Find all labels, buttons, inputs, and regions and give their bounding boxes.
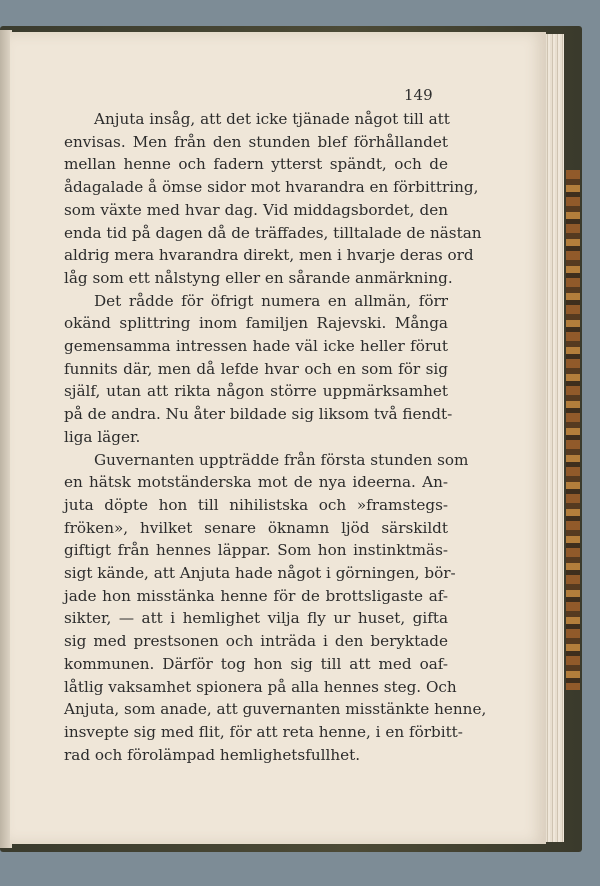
text-line: på de andra. Nu åter bildade sig liksom två fiendt- [64, 405, 453, 424]
text-line: funnits där, men då lefde hvar och en som för sig [64, 359, 448, 378]
text-line: som växte med hvar dag. Vid middagsbordet, den [64, 200, 448, 219]
body-text [64, 108, 487, 766]
text-line: liga läger. [64, 427, 141, 446]
page-number: 149 [404, 86, 433, 104]
text-line: sig med prestsonen och inträda i den beryktade [64, 632, 448, 651]
text-line: juta döpte hon till nihilistska och »framstegs- [64, 495, 448, 514]
text-line: gemensamma intressen hade väl icke heller förut [64, 337, 448, 356]
text-line: själf, utan att rikta någon större uppmärksamhet [64, 382, 448, 401]
text-line: rad och förolämpad hemlighetsfullhet. [64, 745, 361, 764]
text-line: låtlig vaksamhet spionera på alla hennes steg. Och [64, 677, 457, 696]
text-line: mellan henne och fadern ytterst spändt, och de [64, 155, 448, 174]
text-line: jade hon misstänka henne för de brottsligaste af- [64, 586, 448, 605]
text-line: Anjuta insåg, att det icke tjänade något till att [94, 110, 450, 128]
text-line: enda tid på dagen då de träffades, tilltalade de nästan [64, 223, 482, 242]
marbled-edge [566, 170, 580, 690]
text-line: fröken», hvilket senare öknamn ljöd särskildt [64, 518, 448, 537]
text-line: aldrig mera hvarandra direkt, men i hvarje deras ord [64, 246, 474, 265]
text-line: kommunen. Därför tog hon sig till att med oaf- [64, 654, 448, 673]
text-line: ådagalade å ömse sidor mot hvarandra en förbittring, [64, 178, 479, 197]
text-line: en hätsk motständerska mot de nya ideerna. An- [64, 473, 448, 492]
text-line: sigt kände, att Anjuta hade något i görningen, bör- [64, 564, 456, 583]
text-line: Anjuta, som anade, att guvernanten misstänkte henne, [64, 700, 487, 719]
text-line: Det rådde för öfrigt numera en allmän, förr [94, 291, 448, 310]
text-line: Guvernanten uppträdde från första stunden som [94, 450, 469, 469]
text-line: insvepte sig med flit, för att reta henne, i en förbitt- [64, 722, 463, 741]
text-line: sikter, — att i hemlighet vilja fly ur huset, gifta [64, 609, 448, 628]
text-line: giftigt från hennes läppar. Som hon instinktmäs- [64, 541, 448, 560]
text-line: okänd splittring inom familjen Rajevski. Många [64, 314, 448, 333]
text-line: envisas. Men från den stunden blef förhållandet [64, 132, 448, 151]
text-line: låg som ett nålstyng eller en sårande anmärkning. [64, 268, 453, 287]
